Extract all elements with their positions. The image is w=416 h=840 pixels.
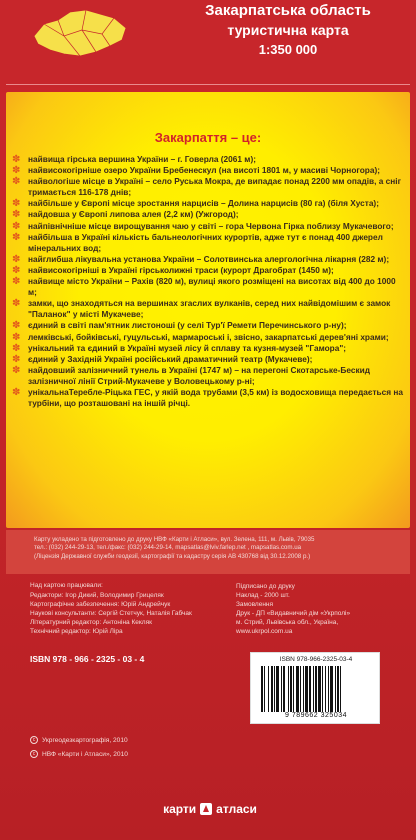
bullet-star-icon: ✽ (12, 331, 21, 343)
barcode (250, 652, 380, 724)
credits-block (30, 582, 240, 636)
fact-text: найбільша в Україні кількість бальнеологічних курортів, адже тут є понад 400 джерел мінеральних вод; (28, 231, 383, 253)
bullet-star-icon: ✽ (12, 165, 21, 177)
bullet-star-icon: ✽ (12, 209, 21, 221)
fact-text: найвища гірська вершина України – г. Говерла (2061 м); (28, 154, 256, 164)
bullet-star-icon: ✽ (12, 220, 21, 232)
bullet-star-icon: ✽ (12, 276, 21, 288)
bullet-star-icon: ✽ (12, 176, 21, 188)
cover-header (0, 0, 416, 88)
fact-item (12, 298, 406, 320)
fact-text: лемківські, бойківські, гуцульські, мармароські і, звісно, закарпатські дерев'яні храми; (28, 331, 389, 342)
credit-line: Літературний редактор: Антоніна Кекляк (30, 618, 152, 626)
credit-line: Наукові консультанти: Сергій Стетчук, Наталія Габчак (30, 609, 192, 617)
copyright-icon: c (30, 750, 38, 758)
logo-text-left: карти (163, 802, 197, 816)
credit-line: Картографічне забезпечення: Юрій Андрейчук (30, 600, 171, 608)
print-line: www.ukrpol.com.ua (236, 628, 293, 635)
contact-line: (Ліцензія Державної служби геодезії, картографії та кадастру серія АВ 430768 від 30.12.2008 р.) (34, 552, 311, 560)
header-divider (6, 84, 410, 85)
fact-text: найпівнічніше місце вирощування чаю у світі – гора Червона Гірка поблизу Мукачевого; (28, 220, 394, 231)
print-info-block (236, 582, 406, 636)
print-line: Замовлення (236, 601, 274, 608)
fact-item (12, 254, 406, 265)
facts-title: Закарпаття – це: (154, 130, 262, 145)
fact-item (12, 276, 406, 298)
bullet-star-icon: ✽ (12, 198, 21, 210)
fact-text: найвище місто України – Рахів (820 м), вулиці якого розміщені на висотах від 400 до 1000 м; (28, 276, 396, 298)
fact-text: унікальнаТеребле-Ріцька ГЕС, у якій вода трубами (3,5 км) із водосховища передається на турбіни, що розташовані на іншій річці. (28, 386, 404, 409)
contact-line: Карту укладено та підготовлено до друку НВФ «Карти і Атласи», вул. Зелена, 111, м. Львів, 79035 (34, 536, 315, 543)
print-line: Наклад - 2000 шт. (236, 592, 290, 599)
fact-item (12, 365, 406, 387)
copyright-icon: c (30, 736, 38, 744)
copyright-text: НВФ «Карти і Атласи», 2010 (42, 750, 128, 758)
fact-text: найдовший залізничний тунель в Україні (1747 м) – на перегоні Скотарське-Бескид залізничної лінії Стрий-Мукачеве у Воловецькому р-ні; (28, 364, 370, 386)
barcode-isbn-label: ISBN 978-966-2325-03-4 (279, 656, 353, 663)
fact-text: найглибша лікувальна установа України – Солотвинська алергологічна лікарня (282 м); (28, 253, 390, 264)
fact-item (12, 165, 406, 176)
fact-item (12, 221, 406, 232)
header-subtitle: туристична карта (227, 22, 349, 38)
bullet-star-icon: ✽ (12, 386, 21, 398)
fact-text: замки, що знаходяться на вершинах згаслих вулканів, серед них найвідомішим є замок "Паланок" у місті Мукачеве; (28, 298, 391, 320)
bullet-star-icon: ✽ (12, 353, 21, 365)
print-line: Підписано до друку (236, 583, 295, 590)
fact-item (12, 176, 406, 198)
fact-item (12, 198, 406, 209)
copyright-text: Укргеодезкартографія, 2010 (42, 736, 128, 744)
credits-heading: Над картою працювали: (30, 582, 103, 589)
copyright-line (30, 736, 230, 744)
fact-item (12, 343, 406, 354)
fact-item (12, 320, 406, 331)
fact-text: унікальний та єдиний в Україні музей лісу й сплаву та кузня-музей "Гамора"; (28, 342, 347, 353)
print-line: м. Стрий, Львівська обл., Україна, (236, 619, 339, 626)
isbn-text: ISBN 978 - 966 - 2325 - 03 - 4 (30, 654, 145, 664)
map-scale: 1:350 000 (258, 42, 318, 57)
fact-text: найвисокогірніше озеро України Бребенескул (на висоті 1801 м, у масиві Чорногора); (28, 165, 381, 176)
bullet-star-icon: ✽ (12, 298, 21, 310)
facts-list (12, 154, 406, 409)
bullet-star-icon: ✽ (12, 253, 21, 265)
barcode-bars-icon (261, 666, 371, 712)
fact-text: найвисокогірніші в Україні гірськолижні траси (курорт Драгобрат (1450 м); (28, 264, 334, 275)
header-title: Закарпатська область (205, 2, 371, 19)
bullet-star-icon: ✽ (12, 320, 21, 332)
logo-mark-icon (199, 801, 213, 817)
fact-item (12, 387, 406, 409)
bullet-star-icon: ✽ (12, 154, 21, 165)
fact-item (12, 209, 406, 220)
fact-item (12, 265, 406, 276)
fact-text: єдиний у Західній Україні російський драматичний театр (Мукачеве); (28, 353, 313, 364)
bullet-star-icon: ✽ (12, 342, 21, 354)
bullet-star-icon: ✽ (12, 264, 21, 276)
credit-line: Редактори: Ігор Дикий, Володимир Грицеляк (30, 591, 164, 599)
logo-text-right: атласи (216, 802, 257, 816)
print-line: Друк - ДП «Видавничий дім «Укрполі» (236, 610, 351, 617)
bullet-star-icon: ✽ (12, 364, 21, 376)
copyright-line (30, 750, 230, 758)
publisher-logo (150, 798, 270, 820)
fact-text: найвологіше місце в Україні – село Руська Мокра, де випадає понад 2200 мм опадів, а сніг тримається 116-178 днів; (28, 176, 402, 198)
barcode-digits: 9 789662 325034 (285, 712, 347, 719)
fact-text: найдовша у Європі липова алея (2,2 км) (Ужгород); (28, 209, 239, 220)
fact-item (12, 232, 406, 254)
fact-text: найбільше у Європі місце зростання нарцисів – Долина нарцисів (80 га) (біля Хуста); (28, 198, 379, 209)
credit-line: Технічний редактор: Юрій Ліра (30, 627, 123, 635)
fact-item (12, 354, 406, 365)
publisher-contact (6, 530, 410, 574)
fact-text: єдиний в світі пам'ятник листоноші (у селі Тур'ї Ремети Перечинського р-ну); (28, 320, 347, 331)
bullet-star-icon: ✽ (12, 231, 21, 243)
region-map-icon (30, 6, 130, 60)
contact-line: тел.: (032) 244-29-13, тел./факс: (032) 244-29-14, mapsatlas@lviv.farlep.net , mapsatlas.com.ua (34, 544, 302, 552)
facts-panel (6, 92, 410, 528)
fact-item (12, 154, 406, 165)
fact-item (12, 332, 406, 343)
